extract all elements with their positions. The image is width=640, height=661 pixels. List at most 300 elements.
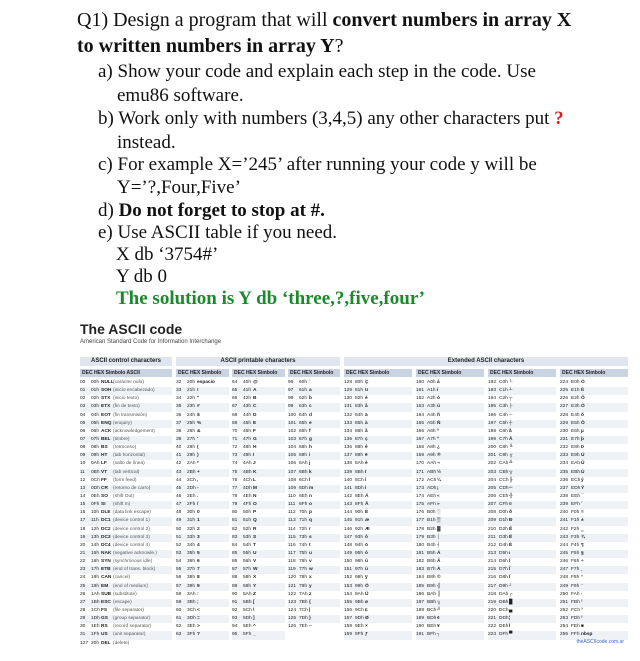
ascii-row [288,558,340,566]
ascii-row [416,436,484,444]
ascii-desc: (device control 3) [113,534,150,540]
ascii-hex: 5Fh [243,632,252,638]
ascii-dec: 05 [80,420,86,426]
ascii-row [416,387,484,395]
ascii-row [416,428,484,436]
ascii-dec: 194 [488,396,497,402]
ascii-row [488,517,556,525]
ascii-hex: B9h [427,583,436,589]
ascii-dec: 196 [488,412,497,418]
ascii-row [80,412,172,420]
ascii-hex: ECh [571,477,581,483]
ascii-dec: 04 [80,412,86,418]
ascii-row [488,477,556,485]
ascii-dec: 195 [488,404,497,410]
ascii-symbol: 2 [197,526,200,532]
ascii-row [560,469,628,477]
ascii-row [80,460,172,468]
ascii-symbol: GS [101,616,108,622]
ascii-row [416,542,484,550]
ascii-symbol: á [437,380,440,385]
ascii-symbol: ü [365,388,368,394]
ascii-hex: 48h [243,445,252,451]
ascii-hex: E0h [571,380,580,385]
ascii-dec: 63 [176,632,182,638]
ascii-hex: 7Ah [299,591,308,597]
ascii-hex: 13h [91,534,100,540]
ascii-dec: 89 [232,583,238,589]
ascii-dec: 190 [416,624,425,630]
ascii-hex: 1Dh [91,616,100,622]
ascii-hex: E1h [571,388,580,394]
ascii-row [80,501,172,509]
ascii-symbol: F [253,428,256,434]
ascii-row [416,566,484,574]
ascii-dec: 216 [488,575,497,581]
ascii-symbol: ¶ [581,542,584,548]
ascii-symbol: ■ [581,624,584,630]
ascii-dec: 16 [80,510,86,516]
ascii-hex: 45h [243,420,252,426]
ascii-symbol: ETX [101,404,111,410]
ascii-row [488,509,556,517]
ascii-dec: 211 [488,534,496,540]
ascii-row [560,379,628,387]
ascii-dec: 77 [232,485,238,491]
ascii-dec: 147 [344,534,353,540]
ascii-hex: 38h [187,575,196,581]
ascii-row [560,436,628,444]
ascii-hex: E8h [571,445,580,451]
ascii-dec: 248 [560,575,569,581]
item-a-line-1: a) Show your code and explain each step in the code. Use [98,61,536,82]
ascii-dec: 225 [560,388,569,394]
ascii-hex: D8h [499,575,508,581]
ascii-dec: 102 [288,428,297,434]
ascii-dec: 85 [232,550,238,556]
ascii-dec: 184 [416,575,425,581]
ascii-symbol: Y [253,583,257,589]
ascii-row [416,599,484,607]
ascii-hex: 56h [243,559,252,565]
ascii-dec: 79 [232,502,238,508]
ascii-dec: 74 [232,461,238,467]
ascii-symbol: Ì [509,624,511,630]
ascii-row [344,542,412,550]
ascii-row [80,444,172,452]
ascii-row [80,607,172,615]
ascii-hex: CCh [499,477,509,483]
ascii-row [288,452,340,460]
ascii-dec: 180 [416,542,425,548]
ascii-row [80,485,172,493]
ascii-row [232,493,285,501]
ascii-row [488,550,556,558]
ascii-symbol: $ [197,412,200,418]
ascii-dec: 10 [80,461,86,467]
ascii-hex: E7h [571,436,580,442]
ascii-symbol: VT [101,469,108,475]
ascii-row [232,558,285,566]
column-control [80,379,172,648]
ascii-hex: 2Ah [187,461,196,467]
ascii-symbol: ÿ [365,575,368,581]
ascii-dec: 99 [288,404,294,410]
ascii-hex: 18h [91,575,100,581]
ascii-hex: 2Fh [187,502,196,508]
ascii-dec: 255 [560,632,569,638]
ascii-dec: 129 [344,388,353,394]
ascii-hex: 16h [91,559,100,565]
ascii-hex: 1Ch [91,607,100,613]
ascii-symbol: ÷ [581,559,584,565]
ascii-dec: 17 [80,518,86,524]
solution-text: The solution is Y db ‘three,?,five,four’ [116,288,425,309]
ascii-symbol: Þ [581,445,585,451]
ascii-symbol: ┬ [509,396,513,402]
ascii-symbol: : [197,591,199,597]
ascii-symbol: Ó [581,380,585,385]
ascii-hex: 46h [243,428,252,434]
ascii-row [288,412,340,420]
ascii-symbol: G [253,436,257,442]
ascii-row [488,460,556,468]
ascii-row [232,550,285,558]
question-mark-red: ? [554,108,564,129]
ascii-hex: 5Bh [243,599,252,605]
ascii-row [344,615,412,623]
ascii-symbol: Ä [365,493,369,499]
ascii-desc: (form feed) [113,477,137,483]
ascii-row [176,599,229,607]
ascii-dec: 34 [176,396,182,402]
ascii-symbol: Ë [509,534,513,540]
ascii-dec: 219 [488,599,497,605]
ascii-dec: 108 [288,477,297,483]
code-line-x: X db ‘3754#’ [116,244,219,265]
ascii-row [416,623,484,631]
ascii-symbol: z [309,591,312,597]
ascii-dec: 38 [176,428,182,434]
ascii-hex: A0h [427,380,436,385]
ascii-symbol: È [509,542,513,548]
ascii-dec: 111 [288,502,296,508]
ascii-dec: 127 [80,640,89,646]
ascii-hex: A8h [427,445,436,451]
ascii-dec: 47 [176,502,182,508]
ascii-hex: 9Fh [355,632,364,638]
ascii-dec: 217 [488,583,497,589]
ascii-dec: 18 [80,526,86,532]
ascii-row [232,428,285,436]
ascii-row [560,452,628,460]
ascii-row [344,387,412,395]
ascii-hex: 79h [299,583,308,589]
ascii-hex: EBh [571,469,581,475]
header-ext-2: DEC HEX Simbolo [416,369,484,377]
ascii-symbol: ¿ [437,445,440,451]
ascii-row [560,615,628,623]
ascii-symbol: é [365,396,368,402]
ascii-row [416,591,484,599]
ascii-row [232,623,285,631]
ascii-dec: 20 [80,542,86,548]
ascii-dec: 144 [344,510,353,516]
ascii-hex: E5h [571,420,580,426]
ascii-hex: 5Dh [243,616,252,622]
ascii-hex: 39h [187,583,196,589]
ascii-dec: 81 [232,518,238,524]
ascii-row [344,607,412,615]
ascii-symbol: CR [101,485,108,491]
ascii-dec: 35 [176,404,182,410]
ascii-dec: 88 [232,575,238,581]
ascii-row [488,379,556,387]
ascii-row [416,631,484,639]
ascii-dec: 159 [344,632,353,638]
ascii-hex: D5h [499,550,508,556]
ascii-hex: DAh [499,591,509,597]
ascii-hex: CBh [499,469,509,475]
ascii-dec: 60 [176,607,182,613]
ascii-hex: C6h [499,428,508,434]
ascii-symbol: Q [253,518,257,524]
ascii-row [176,477,229,485]
ascii-hex: 91h [355,518,364,524]
ascii-desc: (cancel) [113,575,131,581]
ascii-symbol: Ð [509,518,513,524]
ascii-row [80,542,172,550]
ascii-hex: 68h [299,445,308,451]
ascii-dec: 227 [560,404,569,410]
ascii-hex: 63h [299,404,308,410]
ascii-dec: 205 [488,485,497,491]
ascii-desc: (enquiry) [113,420,132,426]
ascii-dec: 182 [416,559,425,565]
ascii-hex: BCh [427,607,437,613]
ascii-symbol: ò [365,550,368,556]
ascii-row [488,452,556,460]
ascii-symbol: HT [101,453,108,459]
ascii-dec: 06 [80,428,86,434]
ascii-row [560,526,628,534]
ascii-row [560,501,628,509]
ascii-dec: 218 [488,591,497,597]
ascii-desc: (unit separator) [113,632,146,638]
ascii-row [232,403,285,411]
ascii-hex: 0Fh [91,502,100,508]
ascii-row [80,566,172,574]
ascii-symbol: n [309,493,312,499]
ascii-dec: 149 [344,550,353,556]
ascii-symbol: Ç [365,380,369,385]
ascii-row [80,469,172,477]
ascii-dec: 177 [416,518,425,524]
ascii-hex: B4h [427,542,436,548]
item-b-line-1: b) Work only with numbers (3,4,5) any other characters put ? [98,108,564,129]
ascii-dec: 166 [416,428,425,434]
ascii-hex: 8Ch [355,477,364,483]
ascii-symbol: w [309,567,313,573]
ascii-symbol: ≡ [581,510,584,516]
ascii-row [288,485,340,493]
ascii-row [288,517,340,525]
ascii-desc: (tab vertical) [113,469,140,475]
ascii-row [344,599,412,607]
ascii-hex: B6h [427,559,436,565]
ascii-symbol: K [253,469,257,475]
ascii-hex: 40h [243,380,252,385]
ascii-row [416,403,484,411]
ascii-dec: 253 [560,616,569,622]
ascii-dec: 157 [344,616,353,622]
ascii-symbol: ( [197,445,199,451]
ascii-dec: 19 [80,534,86,540]
ascii-row [344,534,412,542]
ascii-row [80,640,172,648]
ascii-row [560,485,628,493]
question-line-2: to written numbers in array Y? [77,35,344,57]
column-print-1 [176,379,229,640]
ascii-hex: 24h [187,412,196,418]
ascii-hex: 6Ch [299,477,308,483]
ascii-row [488,599,556,607]
ascii-row [288,420,340,428]
ascii-row [488,583,556,591]
ascii-hex: 89h [355,453,364,459]
ascii-symbol: M [253,485,257,491]
ascii-hex: 33h [187,534,196,540]
ascii-row [176,420,229,428]
ascii-hex: 8Eh [355,493,364,499]
ascii-desc: (tab horizontal) [113,453,145,459]
ascii-dec: 175 [416,502,425,508]
ascii-desc: (retroceso) [113,445,137,451]
ascii-row [488,387,556,395]
ascii-symbol: ç [365,436,368,442]
ascii-symbol: ? [197,632,200,638]
ascii-symbol: Æ [365,526,370,532]
ascii-symbol: ã [509,428,512,434]
ascii-row [232,631,285,639]
ascii-dec: 212 [488,542,497,548]
ascii-symbol: ┤ [437,542,441,548]
ascii-symbol: I [253,453,255,459]
ascii-hex: EFh [571,502,580,508]
ascii-hex: 27h [187,436,196,442]
ascii-dec: 163 [416,404,425,410]
ascii-dec: 70 [232,428,238,434]
ascii-symbol: 3 [197,534,200,540]
ascii-row [288,542,340,550]
ascii-symbol: 0 [197,510,200,516]
ascii-symbol: > [197,624,200,630]
ascii-dec: 55 [176,567,182,573]
ascii-hex: 21h [187,388,196,394]
ascii-hex: FEh [571,624,580,630]
ascii-hex: DBh [499,599,509,605]
ascii-row [344,591,412,599]
ascii-hex: C7h [499,436,508,442]
header-control: DEC HEX Simbolo ASCII [80,369,172,377]
ascii-row [560,460,628,468]
ascii-symbol: ║ [437,591,441,597]
ascii-hex: 51h [243,518,252,524]
ascii-symbol: = [197,616,200,622]
ascii-dec: 222 [488,624,497,630]
ascii-dec: 116 [288,542,296,548]
ascii-symbol: k [309,469,312,475]
ascii-hex: 83h [355,404,364,410]
ascii-symbol: å [365,428,368,434]
ascii-row [416,485,484,493]
ascii-symbol: ½ [437,469,442,475]
ascii-dec: 158 [344,624,353,630]
ascii-hex: 43h [243,404,252,410]
ascii-dec: 223 [488,632,497,638]
ascii-hex: 09h [91,453,100,459]
ascii-row [176,395,229,403]
ascii-symbol: ı [509,550,511,556]
ascii-dec: 162 [416,396,425,402]
ascii-dec: 165 [416,420,425,426]
ascii-symbol: " [197,396,200,402]
ascii-row [560,534,628,542]
ascii-symbol: Ï [509,575,511,581]
ascii-symbol: ¤ [509,502,512,508]
ascii-row [288,509,340,517]
ascii-symbol: 4 [197,542,200,548]
ascii-hex: 73h [299,534,308,540]
ascii-hex: A3h [427,404,436,410]
ascii-row [488,615,556,623]
ascii-row [560,542,628,550]
ascii-dec: 188 [416,607,425,613]
ascii-row [176,542,229,550]
ascii-row [416,526,484,534]
ascii-dec: 31 [80,632,86,638]
ascii-dec: 23 [80,567,86,573]
ascii-dec: 170 [416,461,425,467]
ascii-row [232,542,285,550]
ascii-row [288,534,340,542]
ascii-dec: 121 [288,583,297,589]
ascii-dec: 76 [232,477,238,483]
ascii-hex: 3Ch [187,607,196,613]
ascii-dec: 141 [344,485,353,491]
ascii-row [344,509,412,517]
ascii-row [344,395,412,403]
ascii-symbol: FF [101,477,107,483]
ascii-symbol: ~ [309,624,312,630]
ascii-symbol: - [197,485,199,491]
ascii-row [288,623,340,631]
ascii-desc: (device control 4) [113,542,150,548]
ascii-hex: 31h [187,518,196,524]
ascii-symbol: î [365,477,367,483]
ascii-hex: A5h [427,420,436,426]
ascii-hex: 9Dh [355,616,364,622]
ascii-symbol: [ [253,599,255,605]
ascii-hex: 10h [91,510,100,516]
ascii-row [560,517,628,525]
ascii-hex: A4h [427,412,436,418]
ascii-row [232,387,285,395]
ascii-row [232,583,285,591]
ascii-hex: AAh [427,461,437,467]
ascii-hex: F6h [571,559,580,565]
ascii-symbol: ▒ [437,518,441,524]
